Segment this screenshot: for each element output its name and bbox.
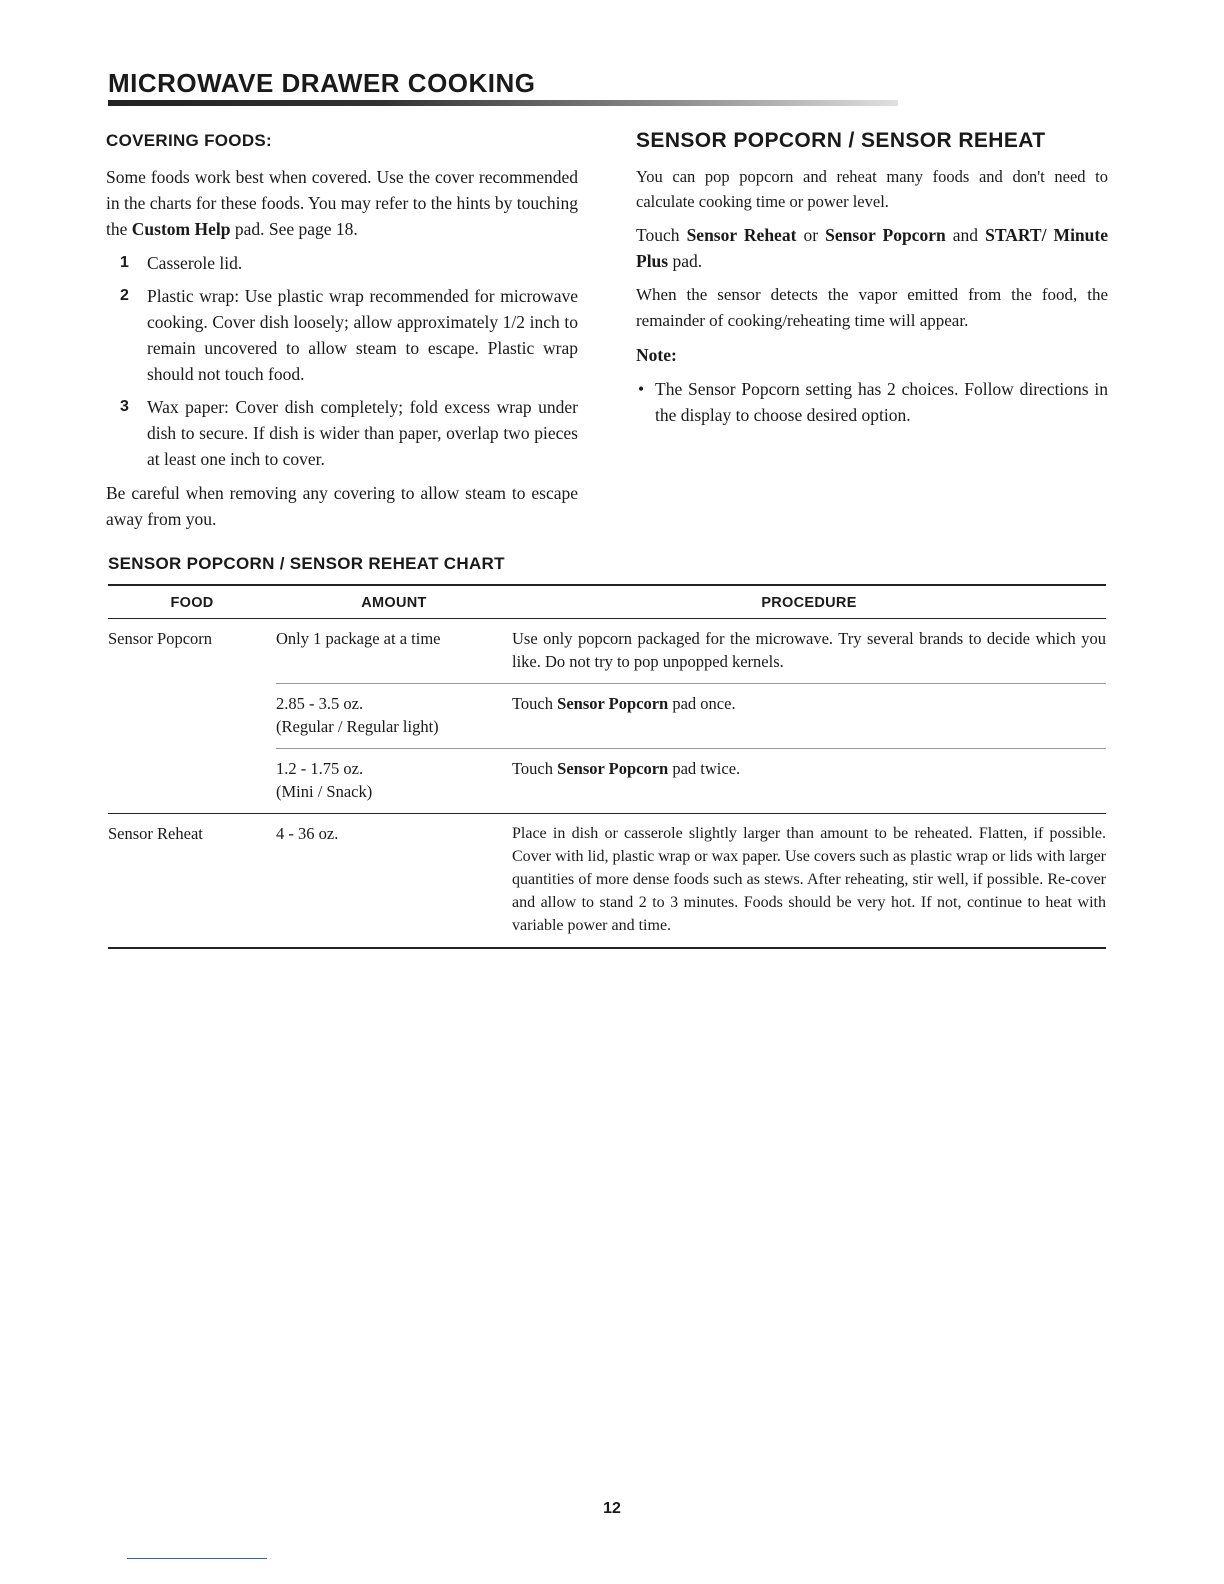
food-cell bbox=[108, 684, 276, 749]
covering-closing: Be careful when removing any covering to allow steam to escape away from you. bbox=[106, 483, 578, 529]
touch-text: and bbox=[945, 225, 986, 245]
list-item bbox=[106, 394, 578, 472]
note-label bbox=[636, 342, 1108, 368]
sensor-popcorn-label: Sensor Popcorn bbox=[825, 225, 946, 245]
list-item-number: 3 bbox=[120, 398, 129, 415]
list-item-number: 2 bbox=[120, 287, 129, 304]
header-amount: AMOUNT bbox=[276, 585, 512, 619]
bullet-icon: • bbox=[638, 379, 645, 399]
list-item-text: Casserole lid. bbox=[147, 253, 243, 273]
list-item bbox=[106, 250, 578, 276]
amount-cell bbox=[276, 749, 512, 814]
table-row bbox=[108, 619, 1106, 684]
amount-text: 2.85 - 3.5 oz. bbox=[276, 694, 364, 713]
list-item-number: 1 bbox=[120, 254, 129, 271]
procedure-cell bbox=[512, 814, 1106, 949]
list-item bbox=[106, 283, 578, 387]
sensor-popcorn-pad-label: Sensor Popcorn bbox=[557, 694, 669, 713]
procedure-text: Use only popcorn packaged for the microwave. Try several brands to decide which you like. Do not try to pop unpopped kernels. bbox=[512, 629, 1106, 671]
food-cell bbox=[108, 749, 276, 814]
page-number: 12 bbox=[603, 1500, 621, 1517]
amount-text: 1.2 - 1.75 oz. bbox=[276, 759, 364, 778]
covering-intro bbox=[106, 164, 578, 242]
procedure-text: Touch bbox=[512, 694, 558, 713]
chart-title: SENSOR POPCORN / SENSOR REHEAT CHART bbox=[108, 554, 505, 573]
sensor-chart-table bbox=[108, 584, 1106, 949]
amount-cell bbox=[276, 684, 512, 749]
amount-note: (Mini / Snack) bbox=[276, 782, 373, 801]
amount-cell bbox=[276, 619, 512, 684]
note-label-text: Note: bbox=[636, 345, 677, 365]
header-procedure: PROCEDURE bbox=[512, 585, 1106, 619]
title-rule bbox=[108, 100, 898, 106]
touch-text: pad. bbox=[668, 251, 703, 271]
note-text: The Sensor Popcorn setting has 2 choices. Follow directions in the display to choose desired option. bbox=[655, 379, 1108, 425]
covering-foods-section bbox=[106, 128, 578, 540]
amount-note: (Regular / Regular light) bbox=[276, 717, 439, 736]
covering-foods-heading: COVERING FOODS: bbox=[106, 131, 273, 150]
table-row bbox=[108, 749, 1106, 814]
food-cell: Sensor Reheat bbox=[108, 814, 276, 949]
touch-text: or bbox=[796, 225, 826, 245]
procedure-text: Place in dish or casserole slightly larger than amount to be reheated. Flatten, if possible. Cover with lid, plastic wrap or wax paper. Use covers such as plastic wrap or lids with larger quantities of more dense foods such as stews. After reheating, stir well, if possible. Re-cover and allow to stand 2 to 3 minutes. Foods should be very hot. If not, continue to heat with variable power and time. bbox=[512, 825, 1106, 934]
list-item bbox=[636, 376, 1108, 428]
touch-text: Touch bbox=[636, 225, 687, 245]
sensor-reheat-label: Sensor Reheat bbox=[686, 225, 797, 245]
procedure-text: pad twice. bbox=[668, 759, 741, 778]
sensor-popcorn-pad-label: Sensor Popcorn bbox=[557, 759, 669, 778]
amount-cell bbox=[276, 814, 512, 949]
sensor-intro: You can pop popcorn and reheat many foods and don't need to calculate cooking time or power level. bbox=[636, 167, 1108, 211]
covering-intro-text: Some foods work best when covered. Use the cover recommended in the charts for these foods. You may refer to the hints by touching the bbox=[106, 167, 578, 239]
covering-list bbox=[106, 250, 578, 472]
procedure-cell bbox=[512, 619, 1106, 684]
custom-help-label: Custom Help bbox=[131, 219, 231, 239]
start-minute-plus-label: START/ Minute Plus bbox=[636, 225, 1108, 271]
procedure-cell bbox=[512, 749, 1106, 814]
table-header-row bbox=[108, 585, 1106, 619]
table-row bbox=[108, 684, 1106, 749]
table-row bbox=[108, 814, 1106, 949]
covering-intro-end: pad. See page 18. bbox=[230, 219, 358, 239]
sensor-section bbox=[636, 128, 1108, 428]
sensor-heading: SENSOR POPCORN / SENSOR REHEAT bbox=[636, 129, 1046, 152]
procedure-text: pad once. bbox=[668, 694, 736, 713]
amount-text: 4 - 36 oz. bbox=[276, 824, 339, 843]
list-item-text: Wax paper: Cover dish completely; fold excess wrap under dish to secure. If dish is wider than paper, overlap two pieces at least one inch to cover. bbox=[147, 397, 578, 469]
procedure-cell bbox=[512, 684, 1106, 749]
note-list bbox=[636, 376, 1108, 428]
amount-text: Only 1 package at a time bbox=[276, 629, 441, 648]
page-title: MICROWAVE DRAWER COOKING bbox=[108, 68, 536, 98]
sensor-touch-instruction bbox=[636, 222, 1108, 274]
list-item-text: Plastic wrap: Use plastic wrap recommended for microwave cooking. Cover dish loosely; allow approximately 1/2 inch to remain uncovered to allow steam to escape. Plastic wrap should not touch food. bbox=[147, 286, 578, 384]
header-food: FOOD bbox=[108, 585, 276, 619]
sensor-detect-text: When the sensor detects the vapor emitted from the food, the remainder of cooking/reheating time will appear. bbox=[636, 285, 1108, 330]
food-cell: Sensor Popcorn bbox=[108, 629, 213, 648]
procedure-text: Touch bbox=[512, 759, 558, 778]
footer-rule bbox=[127, 1558, 267, 1559]
